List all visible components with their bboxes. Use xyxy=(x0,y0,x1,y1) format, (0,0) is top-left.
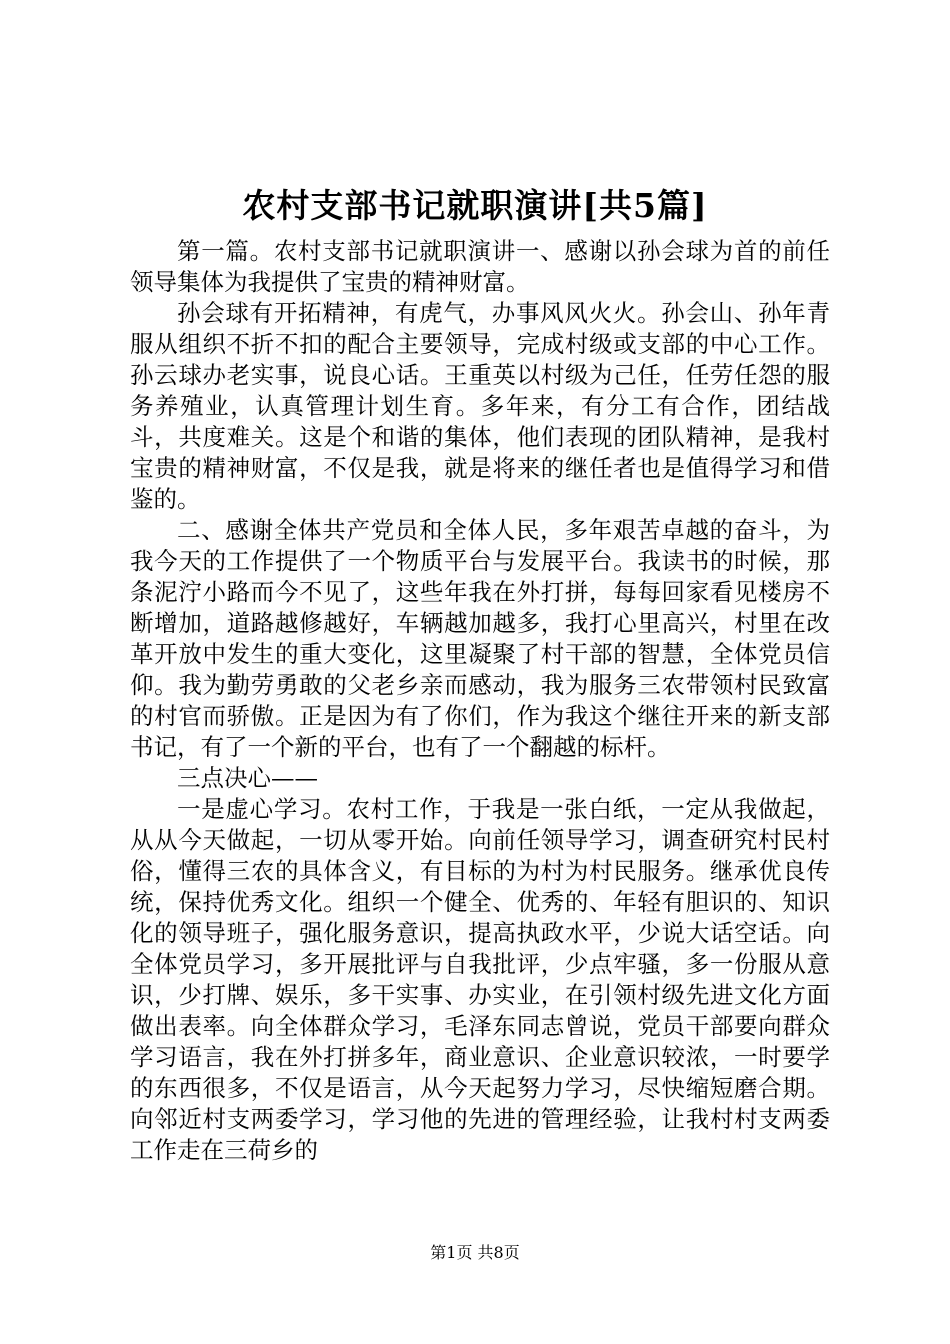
document-body xyxy=(130,236,830,1166)
document-title: 农村支部书记就职演讲[共5篇] xyxy=(242,186,708,225)
paragraph-1: 第一篇。农村支部书记就职演讲一、感谢以孙会球为首的前任领导集体为我提供了宝贵的精神财富。 xyxy=(130,237,830,296)
paragraph-5: 一是虚心学习。农村工作，于我是一张白纸，一定从我做起，从从今天做起，一切从零开始。向前任领导学习，调查研究村民村俗，懂得三农的具体含义，有目标的为村为村民服务。继承优良传统，保持优秀文化。组织一个健全、优秀的、年轻有胆识的、知识化的领导班子，强化服务意识，提高执政水平，少说大话空话。向全体党员学习，多开展批评与自我批评，少点牢骚，多一份服从意识，少打牌、娱乐，多干实事、办实业，在引领村级先进文化方面做出表率。向全体群众学习，毛泽东同志曾说，党员干部要向群众学习语言，我在外打拼多年，商业意识、企业意识较浓，一时要学的东西很多，不仅是语言，从今天起努力学习，尽快缩短磨合期。向邻近村支两委学习，学习他的先进的管理经验，让我村村支两委工作走在三荷乡的 xyxy=(130,795,830,1164)
paragraph-2: 孙会球有开拓精神，有虎气，办事风风火火。孙会山、孙年青服从组织不折不扣的配合主要领导，完成村级或支部的中心工作。孙云球办老实事，说良心话。王重英以村级为己任，任劳任怨的服务养殖业，认真管理计划生育。多年来，有分工有合作，团结战斗，共度难关。这是个和谐的集体，他们表现的团队精神，是我村宝贵的精神财富，不仅是我，就是将来的继任者也是值得学习和借鉴的。 xyxy=(130,299,830,513)
page-footer: 第1页 共8页 xyxy=(430,1243,520,1262)
paragraph-4: 三点决心—— xyxy=(177,764,318,792)
paragraph-3: 二、感谢全体共产党员和全体人民，多年艰苦卓越的奋斗，为我今天的工作提供了一个物质平台与发展平台。我读书的时候，那条泥泞小路而今不见了，这些年我在外打拼，每每回家看见楼房不断增加，道路越修越好，车辆越加越多，我打心里高兴，村里在改革开放中发生的重大变化，这里凝聚了村干部的智慧，全体党员信仰。我为勤劳勇敢的父老乡亲而感动，我为服务三农带领村民致富的村官而骄傲。正是因为有了你们，作为我这个继往开来的新支部书记，有了一个新的平台，也有了一个翻越的标杆。 xyxy=(130,516,830,761)
